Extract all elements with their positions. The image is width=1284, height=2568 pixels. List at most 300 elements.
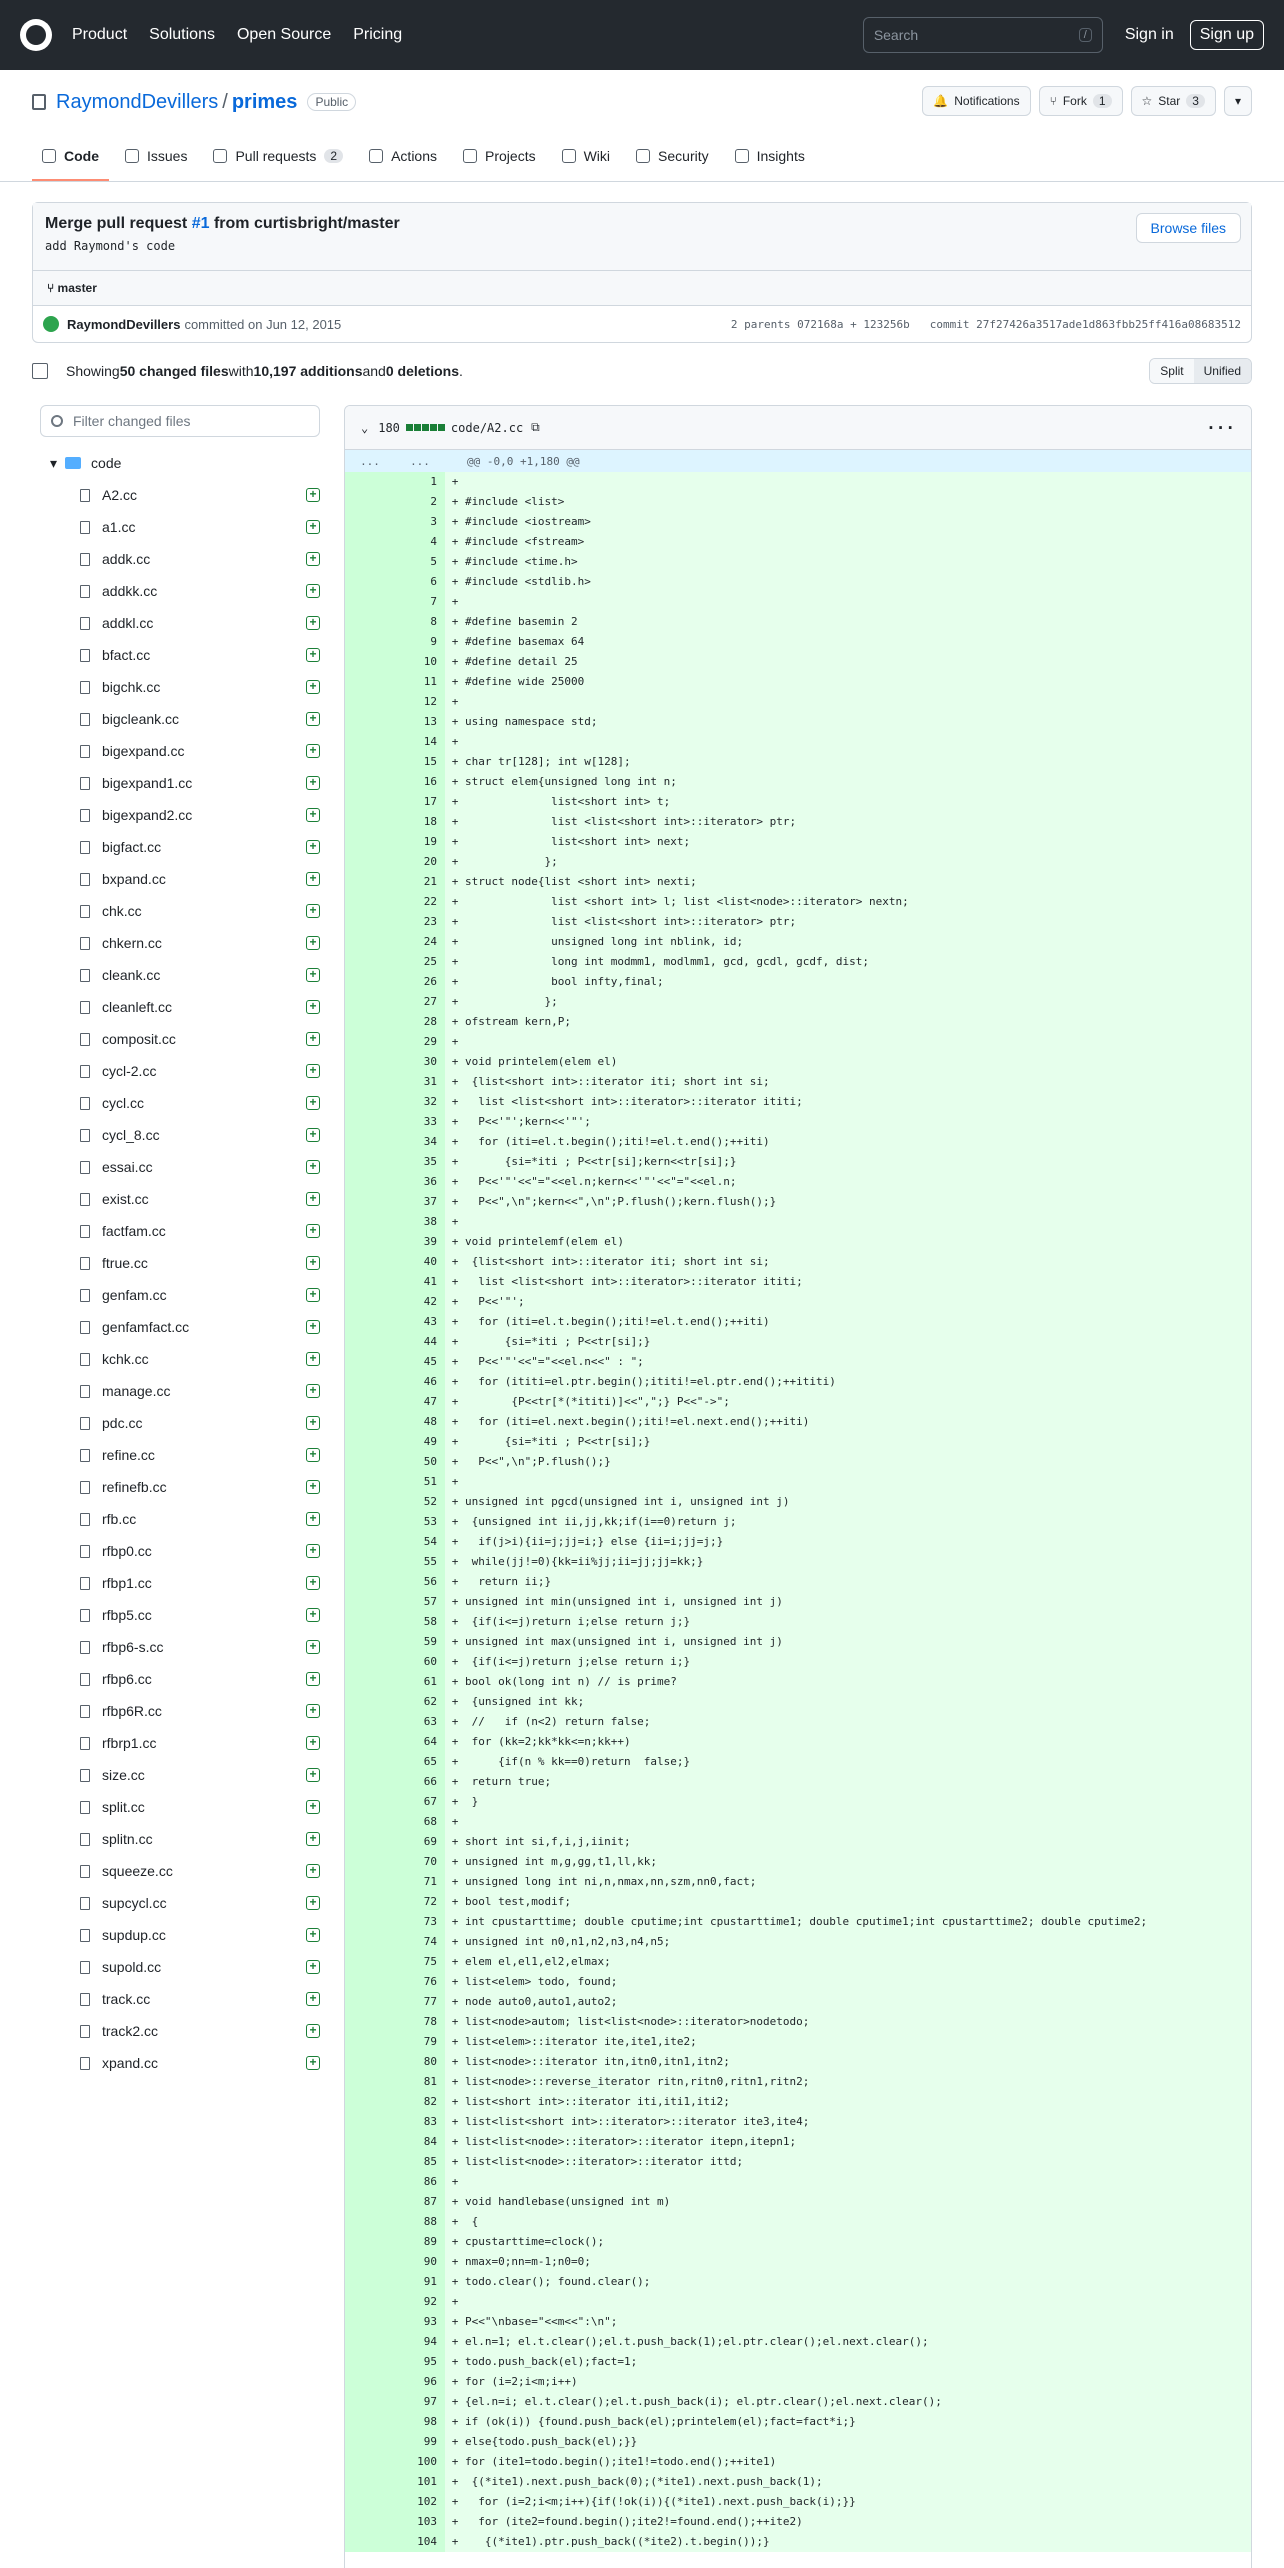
old-line-number[interactable] [345, 1652, 395, 1672]
file-tree-item[interactable]: bigexpand.cc + [40, 735, 320, 767]
new-line-number[interactable]: 96 [395, 2372, 445, 2392]
file-tree-item[interactable]: rfbp6.cc + [40, 1663, 320, 1695]
old-line-number[interactable] [345, 1692, 395, 1712]
old-line-number[interactable] [345, 2312, 395, 2332]
old-line-number[interactable] [345, 1272, 395, 1292]
old-line-number[interactable] [345, 2532, 395, 2552]
new-line-number[interactable]: 74 [395, 1932, 445, 1952]
new-line-number[interactable]: 22 [395, 892, 445, 912]
file-tree-item[interactable]: rfbp6R.cc + [40, 1695, 320, 1727]
new-line-number[interactable]: 51 [395, 1472, 445, 1492]
file-tree-item[interactable]: bigchk.cc + [40, 671, 320, 703]
chevron-down-icon[interactable]: ⌄ [361, 420, 369, 435]
file-tree-item[interactable]: xpand.cc + [40, 2047, 320, 2079]
new-line-number[interactable]: 92 [395, 2292, 445, 2312]
new-line-number[interactable]: 19 [395, 832, 445, 852]
diff-line [345, 2412, 1251, 2432]
old-line-number[interactable] [345, 1572, 395, 1592]
search-input[interactable] [863, 17, 1103, 53]
old-line-number[interactable] [345, 872, 395, 892]
old-line-number[interactable] [345, 1632, 395, 1652]
old-line-number[interactable] [345, 572, 395, 592]
new-line-number[interactable]: 28 [395, 1012, 445, 1032]
file-tree-item[interactable]: supold.cc + [40, 1951, 320, 1983]
old-line-number[interactable] [345, 1012, 395, 1032]
file-tree-item[interactable]: composit.cc + [40, 1023, 320, 1055]
diff-line [345, 592, 1251, 612]
new-line-number[interactable]: 77 [395, 1992, 445, 2012]
new-line-number[interactable]: 33 [395, 1112, 445, 1132]
old-line-number[interactable] [345, 1252, 395, 1272]
file-tree-item[interactable]: track2.cc + [40, 2015, 320, 2047]
file-tree-item[interactable]: bxpand.cc + [40, 863, 320, 895]
old-line-number[interactable] [345, 512, 395, 532]
new-line-number[interactable]: 39 [395, 1232, 445, 1252]
old-line-number[interactable] [345, 1712, 395, 1732]
new-line-number[interactable]: 91 [395, 2272, 445, 2292]
file-tree-item[interactable]: supcycl.cc + [40, 1887, 320, 1919]
new-line-number[interactable]: 66 [395, 1772, 445, 1792]
new-line-number[interactable]: 36 [395, 1172, 445, 1192]
old-line-number[interactable] [345, 532, 395, 552]
old-line-number[interactable] [345, 1832, 395, 1852]
new-line-number[interactable]: 78 [395, 2012, 445, 2032]
old-line-number[interactable] [345, 1972, 395, 1992]
new-line-number[interactable]: 52 [395, 1492, 445, 1512]
new-line-number[interactable]: 17 [395, 792, 445, 812]
file-tree-item[interactable]: exist.cc + [40, 1183, 320, 1215]
old-line-number[interactable] [345, 612, 395, 632]
new-line-number[interactable]: 62 [395, 1692, 445, 1712]
new-line-number[interactable]: 58 [395, 1612, 445, 1632]
new-line-number[interactable]: 100 [395, 2452, 445, 2472]
old-line-number[interactable] [345, 692, 395, 712]
file-tree-item[interactable]: addkk.cc + [40, 575, 320, 607]
file-tree-item[interactable]: squeeze.cc + [40, 1855, 320, 1887]
star-button[interactable]: ☆ Star 3 [1131, 86, 1216, 116]
old-line-number[interactable] [345, 1672, 395, 1692]
new-line-number[interactable]: 98 [395, 2412, 445, 2432]
new-line-number[interactable]: 34 [395, 1132, 445, 1152]
new-line-number[interactable]: 31 [395, 1072, 445, 1092]
old-line-number[interactable] [345, 592, 395, 612]
new-line-number[interactable]: 25 [395, 952, 445, 972]
new-line-number[interactable]: 70 [395, 1852, 445, 1872]
new-line-number[interactable]: 24 [395, 932, 445, 952]
file-tree-item[interactable]: addk.cc + [40, 543, 320, 575]
new-line-number[interactable]: 29 [395, 1032, 445, 1052]
new-line-number[interactable]: 63 [395, 1712, 445, 1732]
old-line-number[interactable] [345, 2372, 395, 2392]
new-line-number[interactable]: 5 [395, 552, 445, 572]
new-line-number[interactable]: 21 [395, 872, 445, 892]
old-line-number[interactable] [345, 632, 395, 652]
new-line-number[interactable]: 18 [395, 812, 445, 832]
new-line-number[interactable]: 41 [395, 1272, 445, 1292]
old-line-number[interactable] [345, 1532, 395, 1552]
file-tree-item[interactable]: essai.cc + [40, 1151, 320, 1183]
old-line-number[interactable] [345, 1172, 395, 1192]
old-line-number[interactable] [345, 1992, 395, 2012]
new-line-number[interactable]: 23 [395, 912, 445, 932]
old-line-number[interactable] [345, 2412, 395, 2432]
file-tree-item[interactable]: bigcleank.cc + [40, 703, 320, 735]
file-tree-item[interactable]: a1.cc + [40, 511, 320, 543]
old-line-number[interactable] [345, 712, 395, 732]
new-line-number[interactable]: 45 [395, 1352, 445, 1372]
new-line-number[interactable]: 30 [395, 1052, 445, 1072]
github-logo-icon[interactable] [20, 19, 52, 51]
old-line-number[interactable] [345, 2392, 395, 2412]
new-line-number[interactable]: 69 [395, 1832, 445, 1852]
old-line-number[interactable] [345, 2252, 395, 2272]
old-line-number[interactable] [345, 2012, 395, 2032]
diff-line [345, 1052, 1251, 1072]
file-tree-item[interactable]: ftrue.cc + [40, 1247, 320, 1279]
new-line-number[interactable]: 38 [395, 1212, 445, 1232]
code-text: if(j>i){ii=j;jj=i;} else {ii=i;jj=j;} [465, 1535, 724, 1548]
new-line-number[interactable]: 89 [395, 2232, 445, 2252]
nav-open-source[interactable]: Open Source [236, 26, 332, 43]
new-line-number[interactable]: 27 [395, 992, 445, 1012]
nav-pricing[interactable]: Pricing [353, 26, 403, 43]
old-line-number[interactable] [345, 2452, 395, 2472]
file-tree-item[interactable]: rfbrp1.cc + [40, 1727, 320, 1759]
new-line-number[interactable]: 53 [395, 1512, 445, 1532]
old-line-number[interactable] [345, 1112, 395, 1132]
author-link[interactable]: RaymondDevillers [67, 316, 181, 332]
tab-pull-requests[interactable]: Pull requests 2 [203, 133, 353, 181]
new-line-number[interactable]: 83 [395, 2112, 445, 2132]
old-line-number[interactable] [345, 752, 395, 772]
new-line-number[interactable]: 2 [395, 492, 445, 512]
new-line-number[interactable]: 101 [395, 2472, 445, 2492]
old-line-number[interactable] [345, 2152, 395, 2172]
old-line-number[interactable] [345, 492, 395, 512]
old-line-number[interactable] [345, 1792, 395, 1812]
file-tree-item[interactable]: rfbp0.cc + [40, 1535, 320, 1567]
new-line-number[interactable]: 97 [395, 2392, 445, 2412]
old-line-number[interactable] [345, 1732, 395, 1752]
file-tree-item[interactable]: cleank.cc + [40, 959, 320, 991]
old-line-number[interactable] [345, 1212, 395, 1232]
old-line-number[interactable] [345, 2472, 395, 2492]
file-tree-item[interactable]: rfbp6-s.cc + [40, 1631, 320, 1663]
old-line-number[interactable] [345, 1352, 395, 1372]
old-line-number[interactable] [345, 2272, 395, 2292]
tab-projects[interactable]: Projects [453, 133, 546, 181]
file-tree-item[interactable]: kchk.cc + [40, 1343, 320, 1375]
file-tree-item[interactable]: bigfact.cc + [40, 831, 320, 863]
new-line-number[interactable]: 10 [395, 652, 445, 672]
new-line-number[interactable]: 76 [395, 1972, 445, 1992]
old-line-number[interactable] [345, 1232, 395, 1252]
new-line-number[interactable]: 75 [395, 1952, 445, 1972]
repo-owner-link[interactable]: RaymondDevillers [56, 90, 219, 113]
split-view-button[interactable]: Split [1150, 359, 1193, 383]
old-line-number[interactable] [345, 672, 395, 692]
file-tree-item[interactable]: refinefb.cc + [40, 1471, 320, 1503]
new-line-number[interactable]: 48 [395, 1412, 445, 1432]
file-tree-item[interactable]: rfbp1.cc + [40, 1567, 320, 1599]
file-tree-item[interactable]: cycl_8.cc + [40, 1119, 320, 1151]
new-line-number[interactable]: 86 [395, 2172, 445, 2192]
new-line-number[interactable]: 1 [395, 472, 445, 492]
file-tree-item[interactable]: genfamfact.cc + [40, 1311, 320, 1343]
old-line-number[interactable] [345, 2052, 395, 2072]
new-line-number[interactable]: 79 [395, 2032, 445, 2052]
old-line-number[interactable] [345, 2172, 395, 2192]
new-line-number[interactable]: 72 [395, 1892, 445, 1912]
old-line-number[interactable] [345, 1492, 395, 1512]
new-line-number[interactable]: 20 [395, 852, 445, 872]
old-line-number[interactable] [345, 2032, 395, 2052]
old-line-number[interactable] [345, 952, 395, 972]
new-line-number[interactable]: 11 [395, 672, 445, 692]
file-tree-item[interactable]: bigexpand2.cc + [40, 799, 320, 831]
old-line-number[interactable] [345, 2232, 395, 2252]
new-line-number[interactable]: 93 [395, 2312, 445, 2332]
old-line-number[interactable] [345, 972, 395, 992]
old-line-number[interactable] [345, 1512, 395, 1532]
old-line-number[interactable] [345, 1372, 395, 1392]
old-line-number[interactable] [345, 852, 395, 872]
new-line-number[interactable]: 14 [395, 732, 445, 752]
more-options-icon[interactable]: ··· [1206, 418, 1235, 437]
tab-wiki[interactable]: Wiki [552, 133, 620, 181]
old-line-number[interactable] [345, 932, 395, 952]
new-line-number[interactable]: 67 [395, 1792, 445, 1812]
diff-line [345, 552, 1251, 572]
browse-files-button[interactable]: Browse files [1136, 213, 1241, 243]
old-line-number[interactable] [345, 2112, 395, 2132]
new-line-number[interactable]: 35 [395, 1152, 445, 1172]
new-line-number[interactable]: 43 [395, 1312, 445, 1332]
old-line-number[interactable] [345, 1392, 395, 1412]
old-line-number[interactable] [345, 1852, 395, 1872]
old-line-number[interactable] [345, 1612, 395, 1632]
file-tree-item[interactable]: cleanleft.cc + [40, 991, 320, 1023]
file-tree-item[interactable]: bfact.cc + [40, 639, 320, 671]
new-line-number[interactable]: 55 [395, 1552, 445, 1572]
old-line-number[interactable] [345, 1332, 395, 1352]
file-tree-item[interactable]: splitn.cc + [40, 1823, 320, 1855]
new-line-number[interactable]: 59 [395, 1632, 445, 1652]
file-icon [80, 1001, 90, 1014]
new-line-number[interactable]: 102 [395, 2492, 445, 2512]
old-line-number[interactable] [345, 1912, 395, 1932]
old-line-number[interactable] [345, 1812, 395, 1832]
old-line-number[interactable] [345, 652, 395, 672]
old-line-number[interactable] [345, 1152, 395, 1172]
new-line-number[interactable]: 42 [395, 1292, 445, 1312]
folder-code[interactable]: ▾ code [50, 454, 122, 471]
star-dropdown-button[interactable] [1224, 86, 1252, 116]
tab-actions[interactable]: Actions [359, 133, 447, 181]
new-line-number[interactable]: 6 [395, 572, 445, 592]
new-line-number[interactable]: 73 [395, 1912, 445, 1932]
file-tree-item[interactable]: rfb.cc + [40, 1503, 320, 1535]
old-line-number[interactable] [345, 2192, 395, 2212]
avatar[interactable] [43, 316, 59, 332]
old-line-number[interactable] [345, 912, 395, 932]
old-line-number[interactable] [345, 2332, 395, 2352]
sign-up-button[interactable]: Sign up [1190, 20, 1264, 50]
old-line-number[interactable] [345, 1772, 395, 1792]
new-line-number[interactable]: 7 [395, 592, 445, 612]
old-line-number[interactable] [345, 832, 395, 852]
new-line-number[interactable]: 54 [395, 1532, 445, 1552]
old-line-number[interactable] [345, 892, 395, 912]
tab-issues[interactable]: Issues [115, 133, 197, 181]
file-tree-item[interactable]: chkern.cc + [40, 927, 320, 959]
old-line-number[interactable] [345, 812, 395, 832]
filter-files-input[interactable]: Filter changed files [40, 405, 320, 437]
file-tree-item[interactable]: pdc.cc + [40, 1407, 320, 1439]
new-line-number[interactable]: 103 [395, 2512, 445, 2532]
new-line-number[interactable]: 4 [395, 532, 445, 552]
new-line-number[interactable]: 99 [395, 2432, 445, 2452]
file-tree-item[interactable]: factfam.cc + [40, 1215, 320, 1247]
old-line-number[interactable] [345, 992, 395, 1012]
sign-in-link[interactable]: Sign in [1124, 26, 1174, 43]
old-line-number[interactable] [345, 732, 395, 752]
new-line-number[interactable]: 13 [395, 712, 445, 732]
nav-solutions[interactable]: Solutions [149, 26, 215, 43]
old-line-number[interactable] [345, 1292, 395, 1312]
old-line-number[interactable] [345, 2492, 395, 2512]
new-line-number[interactable]: 80 [395, 2052, 445, 2072]
tab-insights[interactable]: Insights [725, 133, 815, 181]
diff-line [345, 732, 1251, 752]
new-line-number[interactable]: 57 [395, 1592, 445, 1612]
file-tree-item[interactable]: genfam.cc + [40, 1279, 320, 1311]
old-line-number[interactable] [345, 472, 395, 492]
fork-button[interactable]: ⑂ Fork 1 [1039, 86, 1123, 116]
file-tree-item[interactable]: bigexpand1.cc + [40, 767, 320, 799]
old-line-number[interactable] [345, 1932, 395, 1952]
new-line-number[interactable]: 8 [395, 612, 445, 632]
new-line-number[interactable]: 65 [395, 1752, 445, 1772]
new-line-number[interactable]: 46 [395, 1372, 445, 1392]
new-line-number[interactable]: 95 [395, 2352, 445, 2372]
new-line-number[interactable]: 82 [395, 2092, 445, 2112]
old-line-number[interactable] [345, 1592, 395, 1612]
old-line-number[interactable] [345, 1032, 395, 1052]
old-line-number[interactable] [345, 2512, 395, 2532]
file-tree-item[interactable]: size.cc + [40, 1759, 320, 1791]
old-line-number[interactable] [345, 1092, 395, 1112]
new-line-number[interactable]: 84 [395, 2132, 445, 2152]
old-line-number[interactable] [345, 1132, 395, 1152]
old-line-number[interactable] [345, 1312, 395, 1332]
old-line-number[interactable] [345, 2352, 395, 2372]
new-line-number[interactable]: 15 [395, 752, 445, 772]
new-line-number[interactable]: 68 [395, 1812, 445, 1832]
old-line-number[interactable] [345, 1952, 395, 1972]
old-line-number[interactable] [345, 1472, 395, 1492]
notifications-button[interactable]: 🔔 Notifications [922, 86, 1030, 116]
old-line-number[interactable] [345, 772, 395, 792]
old-line-number[interactable] [345, 1072, 395, 1092]
file-tree-toggle-icon[interactable] [32, 363, 48, 379]
repo-name-link[interactable]: primes [231, 90, 298, 113]
old-line-number[interactable] [345, 1752, 395, 1772]
new-line-number[interactable]: 61 [395, 1672, 445, 1692]
new-line-number[interactable]: 56 [395, 1572, 445, 1592]
new-line-number[interactable]: 87 [395, 2192, 445, 2212]
new-line-number[interactable]: 12 [395, 692, 445, 712]
old-line-number[interactable] [345, 2432, 395, 2452]
new-line-number[interactable]: 50 [395, 1452, 445, 1472]
file-tree-item[interactable]: rfbp5.cc + [40, 1599, 320, 1631]
old-line-number[interactable] [345, 1892, 395, 1912]
old-line-number[interactable] [345, 1412, 395, 1432]
new-line-number[interactable]: 40 [395, 1252, 445, 1272]
new-line-number[interactable]: 88 [395, 2212, 445, 2232]
new-line-number[interactable]: 85 [395, 2152, 445, 2172]
file-tree-item[interactable]: supdup.cc + [40, 1919, 320, 1951]
file-tree-item[interactable]: addkl.cc + [40, 607, 320, 639]
old-line-number[interactable] [345, 1872, 395, 1892]
old-line-number[interactable] [345, 2072, 395, 2092]
new-line-number[interactable]: 44 [395, 1332, 445, 1352]
pr-link[interactable]: #1 [191, 215, 210, 232]
old-line-number[interactable] [345, 1432, 395, 1452]
new-line-number[interactable]: 32 [395, 1092, 445, 1112]
new-line-number[interactable]: 104 [395, 2532, 445, 2552]
old-line-number[interactable] [345, 2092, 395, 2112]
new-line-number[interactable]: 16 [395, 772, 445, 792]
old-line-number[interactable] [345, 1452, 395, 1472]
old-line-number[interactable] [345, 552, 395, 572]
old-line-number[interactable] [345, 1052, 395, 1072]
copy-icon[interactable]: ⧉ [531, 420, 540, 434]
old-line-number[interactable] [345, 2132, 395, 2152]
tab-security[interactable]: Security [626, 133, 719, 181]
file-tree-item[interactable]: refine.cc + [40, 1439, 320, 1471]
new-line-number[interactable]: 26 [395, 972, 445, 992]
new-line-number[interactable]: 9 [395, 632, 445, 652]
new-line-number[interactable]: 60 [395, 1652, 445, 1672]
new-line-number[interactable]: 90 [395, 2252, 445, 2272]
unified-view-button[interactable]: Unified [1194, 359, 1251, 383]
new-line-number[interactable]: 3 [395, 512, 445, 532]
file-tree-item[interactable]: track.cc + [40, 1983, 320, 2015]
file-tree-item[interactable]: manage.cc + [40, 1375, 320, 1407]
new-line-number[interactable]: 94 [395, 2332, 445, 2352]
file-tree-item[interactable]: A2.cc + [40, 479, 320, 511]
nav-product[interactable]: Product [72, 26, 128, 43]
old-line-number[interactable] [345, 1192, 395, 1212]
old-line-number[interactable] [345, 2292, 395, 2312]
new-line-number[interactable]: 37 [395, 1192, 445, 1212]
code-text: list<elem>::iterator ite,ite1,ite2; [465, 2035, 697, 2048]
tab-code[interactable]: Code [32, 133, 109, 181]
new-line-number[interactable]: 47 [395, 1392, 445, 1412]
file-tree-item[interactable]: cycl-2.cc + [40, 1055, 320, 1087]
new-line-number[interactable]: 81 [395, 2072, 445, 2092]
old-line-number[interactable] [345, 792, 395, 812]
new-line-number[interactable]: 49 [395, 1432, 445, 1452]
old-line-number[interactable] [345, 2212, 395, 2232]
file-tree-item[interactable]: cycl.cc + [40, 1087, 320, 1119]
file-tree-item[interactable]: split.cc + [40, 1791, 320, 1823]
file-tree-item[interactable]: chk.cc + [40, 895, 320, 927]
old-line-number[interactable] [345, 1552, 395, 1572]
new-line-number[interactable]: 64 [395, 1732, 445, 1752]
new-line-number[interactable]: 71 [395, 1872, 445, 1892]
